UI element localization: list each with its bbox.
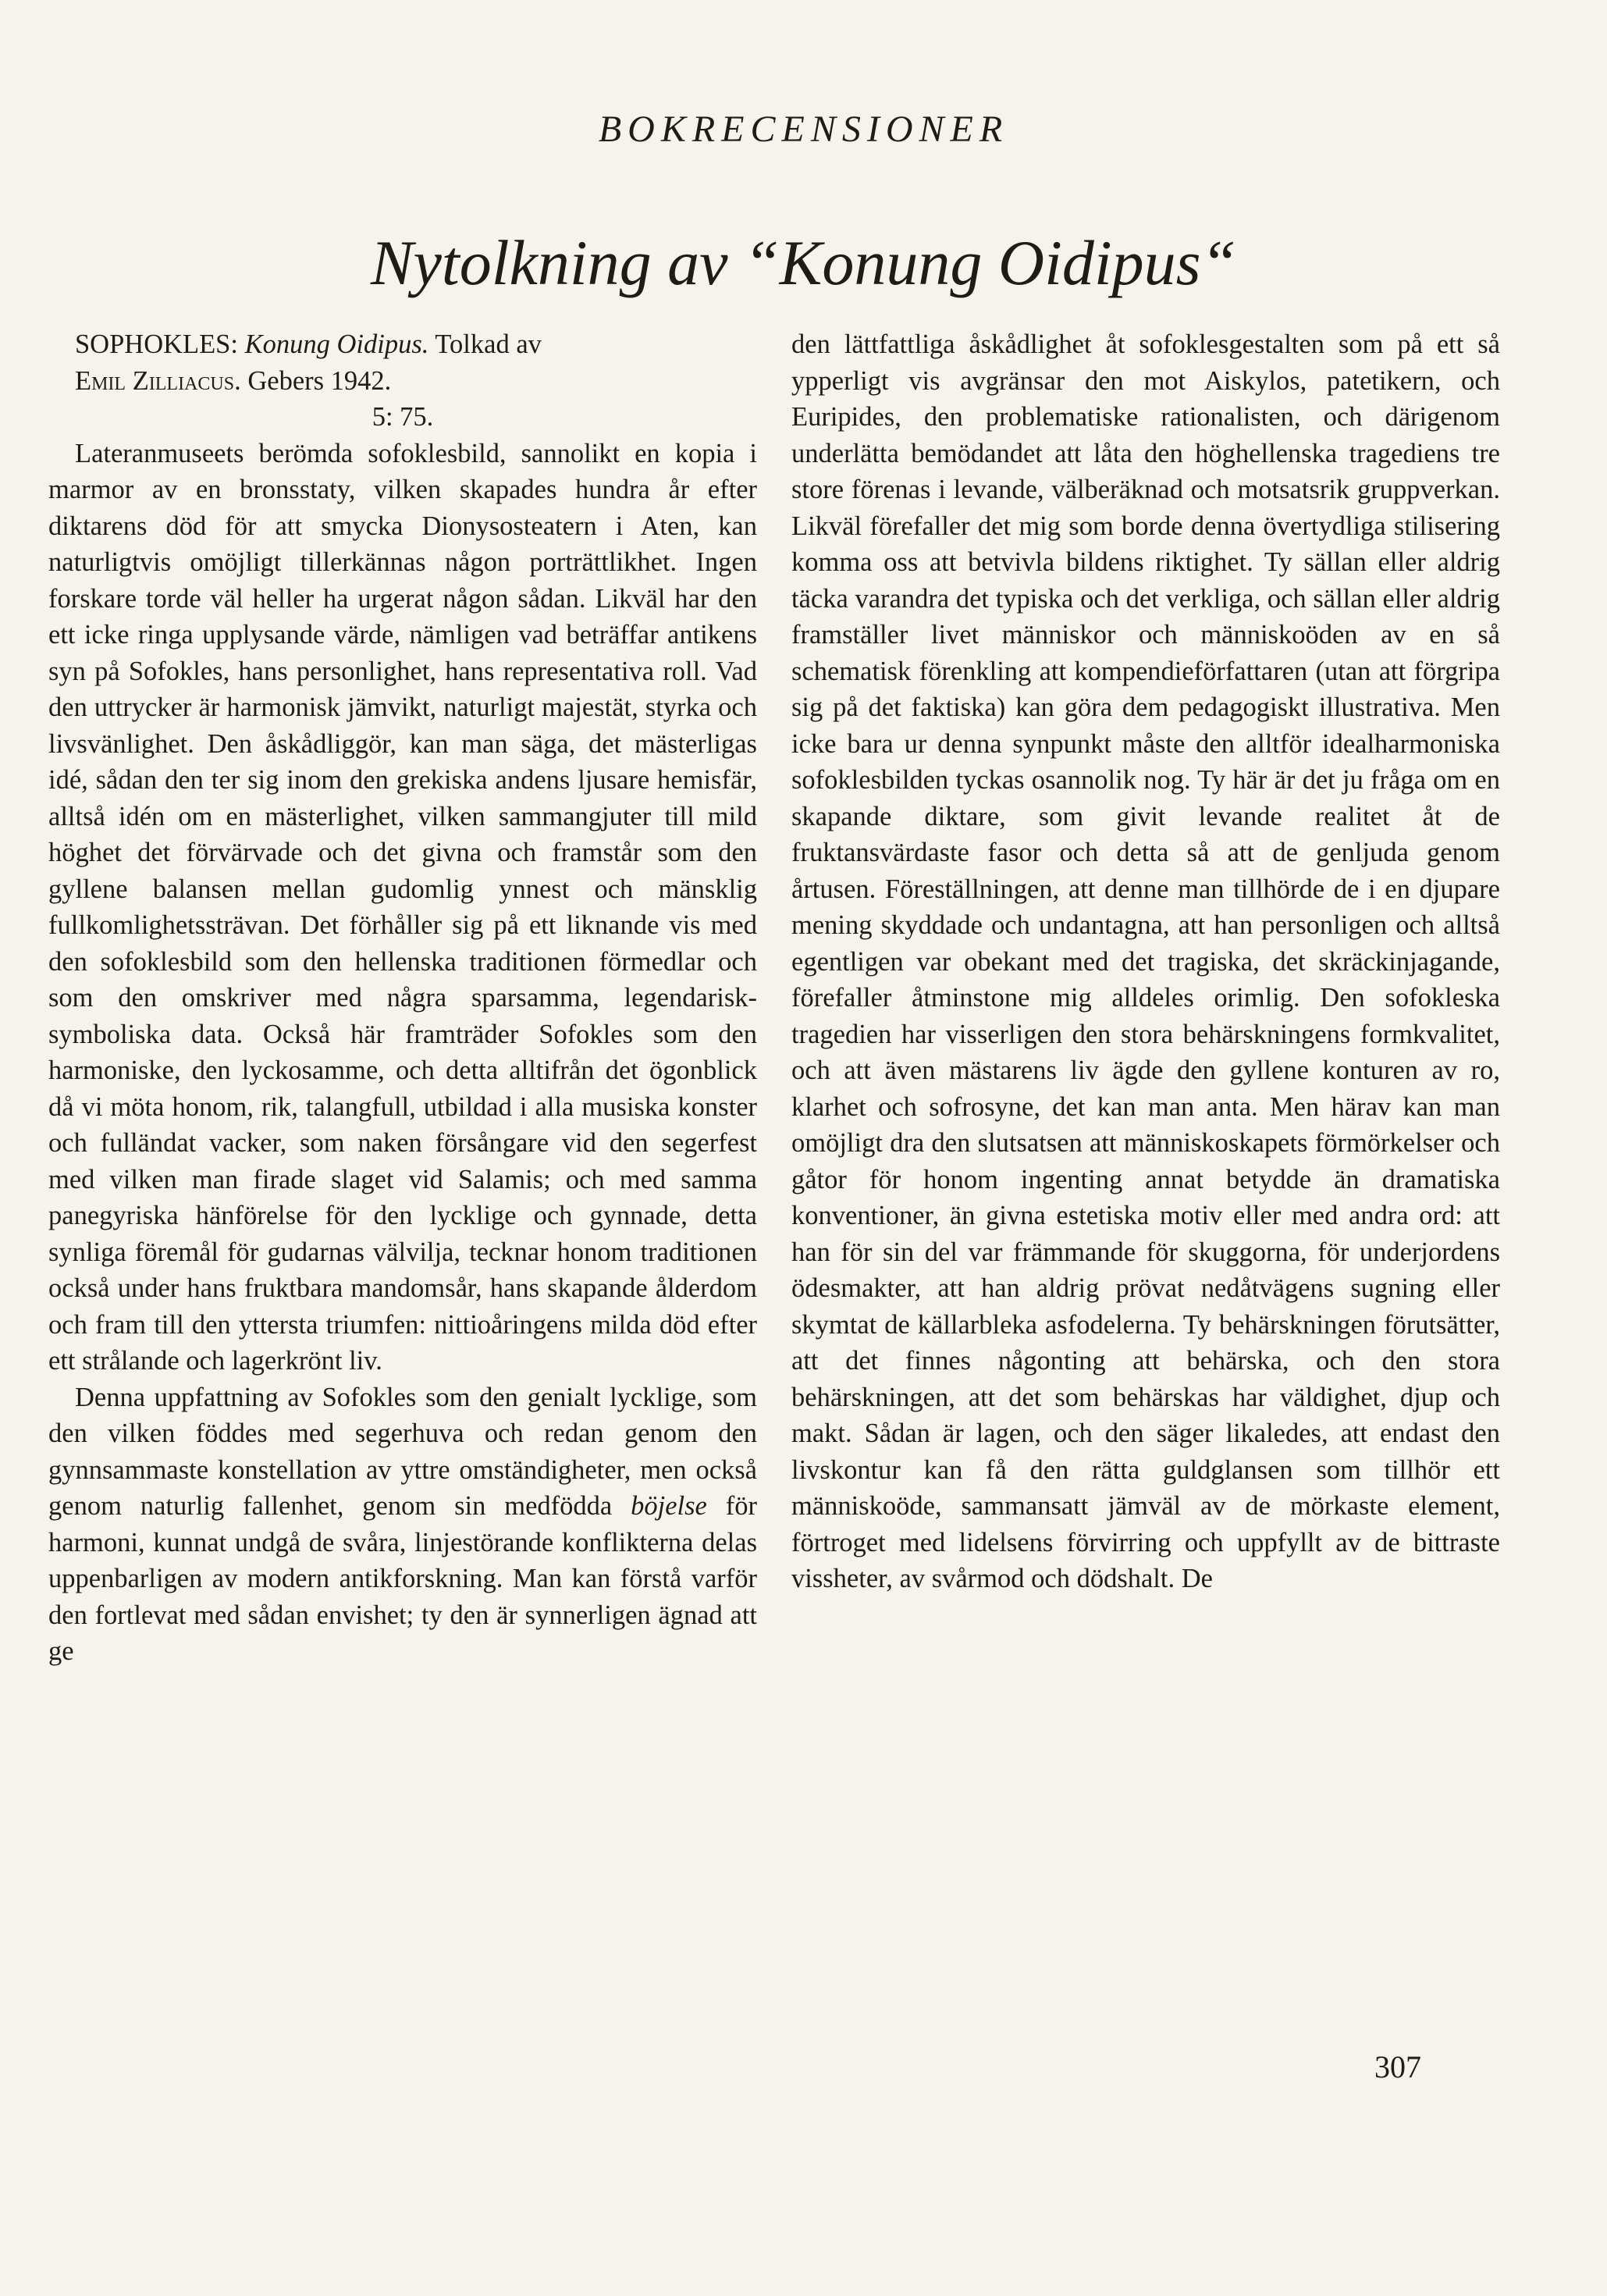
publisher-year: Gebers 1942. bbox=[247, 365, 392, 396]
right-column bbox=[791, 326, 1500, 1597]
book-reference-line2 bbox=[48, 363, 757, 400]
paragraph-2-text-a: Denna uppfattning av Sofokles som den genialt lycklige, som den vilken föddes med segerhuva och redan genom den gynnsammaste konstellation av yttre omständigheter, men också genom naturlig fallenhet, genom sin medfödda bbox=[48, 1382, 757, 1521]
paragraph-2-text-b: för harmoni, kunnat undgå de svåra, linjestörande konflikterna delas uppenbarligen av modern antikforskning. Man kan förstå varför den fortlevat med sådan envishet; ty den är synnerligen ägnad att ge bbox=[48, 1491, 758, 1666]
paragraph-2 bbox=[48, 1379, 757, 1670]
book-price: 5: 75. bbox=[372, 402, 434, 432]
translated-by: Tolkad av bbox=[435, 329, 542, 359]
book-author: SOPHOKLES: bbox=[75, 329, 238, 359]
left-column bbox=[48, 326, 757, 1670]
translator-name: Emil Zilliacus. bbox=[75, 365, 241, 396]
emphasized-word: böjelse bbox=[631, 1491, 707, 1521]
running-head: BOKRECENSIONER bbox=[598, 109, 1009, 150]
page-number: 307 bbox=[1374, 2049, 1421, 2084]
paragraph-continued: den lättfattliga åskådlighet åt sofoklesgestalten som på ett så ypperligt vis avgränsar den mot Aiskylos, patetikern, och Euripides, den problematiske rationalisten, och därigenom underlätta bemödandet att låta den höghellenska tragediens tre store förenas i levande, välberäknad och motsatsrik gruppverkan. Likväl förefaller det mig som borde denna övertydliga stilisering komma oss att betvivla bildens riktighet. Ty sällan eller aldrig täcka varandra det typiska och det verkliga, och sällan eller aldrig framställer livet människor och människoöden av en så schematisk förenkling att kompendieförfattaren (utan att förgripa sig på det faktiska) kan göra dem pedagogiskt illustrativa. Men icke bara ur denna synpunkt måste den alltför idealharmoniska sofoklesbilden tyckas osannolik nog. Ty här är det ju fråga om en skapande diktare, som givit levande realitet åt de fruktansvärdaste fasor och detta så att de genljuda genom årtusen. Föreställningen, att denne man tillhörde de i en djupare mening skyddade och undantagna, att han personligen och alltså egentligen var obekant med det tragiska, det skräckinjagande, förefaller åtminstone mig alldeles orimlig. Den sofokleska tragedien har visserligen den stora behärskningens formkvalitet, och att även mästarens liv ägde den gyllene konturen av ro, klarhet och sofrosyne, det kan man anta. Men härav kan man omöjligt dra den slutsatsen att människoskapets förmörkelser och gåtor för honom ingenting annat betydde än dramatiska konventioner, än givna estetiska motiv eller med andra ord: att han för sin del var främmande för skuggorna, för underjordens ödesmakter, att han aldrig prövat nedåtvägens sugning eller skymtat de källarbleka asfodelerna. Ty behärskningen förutsätter, att det finnes någonting att behärska, och den stora behärskningen, att det som behärskas har väldighet, djup och makt. Sådan är lagen, och den säger likaledes, att endast den livskontur kan få den rätta guldglansen som tillhör ett människoöde, sammansatt jämväl av de mörkaste element, förtroget med lidelsens förvirring och uppfyllt av de bittraste vissheter, av svårmod och dödshalt. De bbox=[791, 329, 1500, 1593]
book-title: Konung Oidipus. bbox=[244, 329, 429, 359]
article-title: Nytolkning av “Konung Oidipus“ bbox=[370, 227, 1237, 298]
book-reference bbox=[48, 326, 757, 363]
paragraph-1: Lateranmuseets berömda sofoklesbild, sannolikt en kopia i marmor av en bronsstaty, vilken skapades hundra år efter diktarens död för att smycka Dionysosteatern i Aten, kan naturligtvis omöjligt tillerkännas någon porträttlikhet. Ingen forskare torde väl heller ha urgerat någon sådan. Likväl har den ett icke ringa upplysande värde, nämligen vad beträffar antikens syn på Sofokles, hans personlighet, hans representativa roll. Vad den uttrycker är harmonisk jämvikt, naturligt majestät, styrka och livsvänlighet. Den åskådliggör, kan man säga, det mästerligas idé, sådan den ter sig inom den grekiska andens ljusare hemisfär, alltså idén om en mästerlighet, vilken sammangjuter till mild höghet det förvärvade och det givna och framstår som den gyllene balansen mellan gudomlig ynnest och mänsklig fullkomlighetssträvan. Det förhåller sig på ett liknande vis med den sofoklesbild som den hellenska traditionen förmedlar och som den omskriver med några sparsamma, legendarisk-symboliska data. Också här framträder Sofokles som den harmoniske, den lyckosamme, och detta alltifrån det ögonblick då vi möta honom, rik, talangfull, utbildad i alla musiska konster och fulländat vacker, som naken försångare vid den segerfest med vilken man firade slaget vid Salamis; och med samma panegyriska hänförelse för den lycklige och gynnade, detta synliga föremål för gudarnas välvilja, tecknar honom traditionen också under hans fruktbara mandomsår, hans skapande ålderdom och fram till den yttersta triumfen: nittioåringens milda död efter ett strålande och lagerkrönt liv. bbox=[48, 438, 757, 1376]
